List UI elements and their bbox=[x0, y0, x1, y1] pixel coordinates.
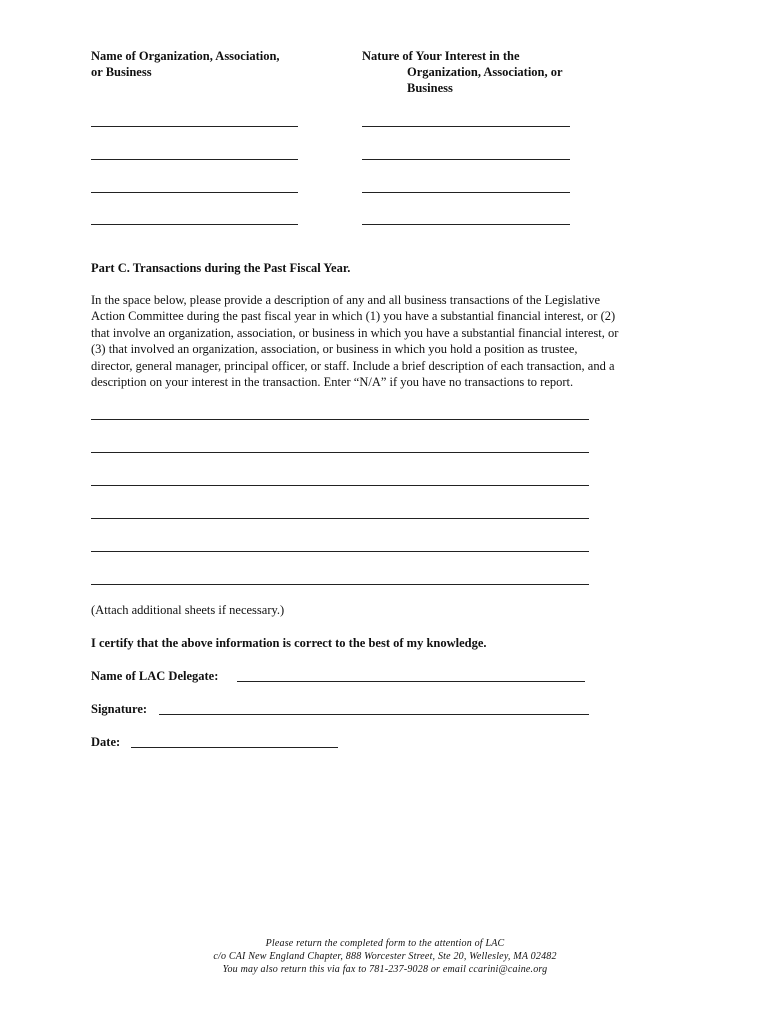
date-label: Date: bbox=[91, 735, 121, 749]
certification-statement: I certify that the above information is correct to the best of my knowledge. bbox=[91, 636, 487, 650]
footer-line-1: Please return the completed form to the attention of LAC bbox=[265, 938, 505, 949]
date-field[interactable] bbox=[131, 747, 338, 748]
part-c-instructions bbox=[91, 292, 691, 390]
org-name-field-3[interactable] bbox=[91, 192, 298, 193]
footer-line-2: c/o CAI New England Chapter, 888 Worcester Street, Ste 20, Wellesley, MA 02482 bbox=[213, 951, 557, 962]
instructions-line-4: (3) that involved an organization, association, or business in which you hold a position as trustee, bbox=[91, 342, 578, 357]
org-name-column-header bbox=[91, 48, 280, 80]
interest-nature-header-line-3: Business bbox=[407, 81, 453, 95]
interest-nature-field-3[interactable] bbox=[362, 192, 570, 193]
org-name-header-line-1: Name of Organization, Association, bbox=[91, 49, 280, 63]
transaction-answer-line-6[interactable] bbox=[91, 584, 589, 585]
delegate-name-label: Name of LAC Delegate: bbox=[91, 669, 219, 683]
interest-nature-field-1[interactable] bbox=[362, 126, 570, 127]
org-name-header-line-2: or Business bbox=[91, 65, 152, 79]
instructions-line-1: In the space below, please provide a description of any and all business transactions of the Legislative bbox=[91, 293, 601, 307]
transaction-answer-line-2[interactable] bbox=[91, 452, 589, 453]
org-name-field-4[interactable] bbox=[91, 224, 298, 225]
transaction-answer-line-1[interactable] bbox=[91, 419, 589, 420]
instructions-line-6: description on your interest in the transaction. Enter “N/A” if you have no transactions to report. bbox=[91, 375, 574, 390]
instructions-line-2: Action Committee during the past fiscal year in which (1) you have a substantial financial interest, or (2) bbox=[91, 309, 616, 324]
transaction-answer-line-5[interactable] bbox=[91, 551, 589, 552]
interest-nature-field-4[interactable] bbox=[362, 224, 570, 225]
footer-line-3: You may also return this via fax to 781-237-9028 or email ccarini@caine.org bbox=[222, 964, 548, 975]
interest-nature-field-2[interactable] bbox=[362, 159, 570, 160]
part-c-heading: Part C. Transactions during the Past Fiscal Year. bbox=[91, 261, 351, 275]
interest-nature-header-line-2: Organization, Association, or bbox=[407, 65, 563, 79]
instructions-line-5: director, general manager, principal officer, or staff. Include a brief description of each transaction, and a bbox=[91, 358, 615, 373]
instructions-line-3: that involve an organization, association, or business in which you have a substantial financial interest, or bbox=[91, 325, 619, 340]
signature-label: Signature: bbox=[91, 702, 148, 716]
interest-nature-header-line-1: Nature of Your Interest in the bbox=[362, 49, 520, 63]
interest-nature-column-header bbox=[362, 48, 563, 96]
attach-sheets-note: (Attach additional sheets if necessary.) bbox=[91, 603, 285, 617]
transaction-answer-line-3[interactable] bbox=[91, 485, 589, 486]
signature-field[interactable] bbox=[159, 714, 589, 715]
return-instructions-footer bbox=[0, 937, 770, 976]
transaction-answer-line-4[interactable] bbox=[91, 518, 589, 519]
org-name-field-2[interactable] bbox=[91, 159, 298, 160]
delegate-name-field[interactable] bbox=[237, 681, 585, 682]
org-name-field-1[interactable] bbox=[91, 126, 298, 127]
